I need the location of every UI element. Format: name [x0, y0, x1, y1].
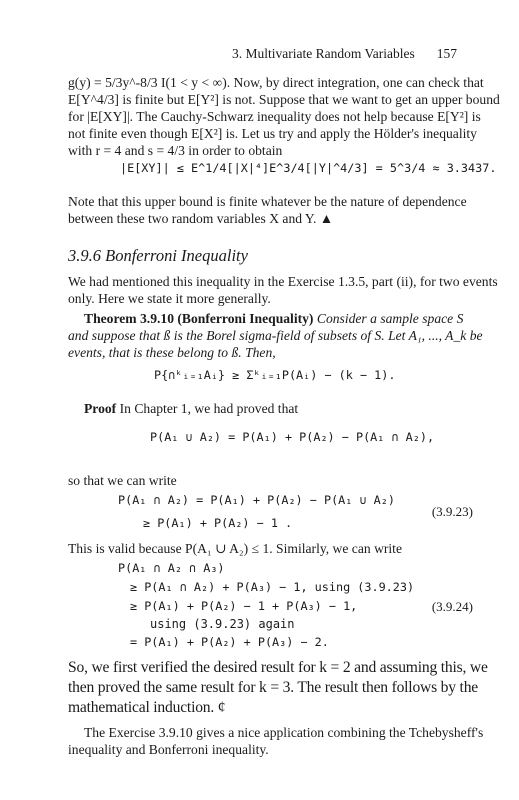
theorem-line-3: events, that is these belong to ß. Then,	[68, 345, 276, 360]
theorem-text-1: Consider a sample space S	[316, 311, 464, 326]
so-that-text: so that we can write	[68, 473, 177, 488]
final-line-1: The Exercise 3.9.10 gives a nice application combining the Tchebysheff's	[84, 725, 484, 740]
eq-number-3-9-24: (3.9.24)	[431, 599, 473, 614]
eq3-line-2: ≥ P(A₁ ∩ A₂) + P(A₃) − 1, using (3.9.23)	[130, 580, 415, 594]
para2-line-1: Note that this upper bound is finite whatever be the nature of dependence	[68, 194, 467, 209]
eq2-line-2: ≥ P(A₁) + P(A₂) − 1 .	[143, 516, 293, 530]
eq3-line-5: = P(A₁) + P(A₂) + P(A₃) − 2.	[130, 635, 329, 649]
para1-line-2: E[Y^4/3] is finite but E[Y²] is not. Suppose that we want to get an upper bound	[68, 92, 500, 107]
para1-line-1: g(y) = 5/3y^-8/3 I(1 < y < ∞). Now, by direct integration, one can check that	[68, 75, 484, 90]
proof-label: Proof	[84, 401, 117, 416]
proof-equation-1: P(A₁ ∪ A₂) = P(A₁) + P(A₂) − P(A₁ ∩ A₂),	[150, 430, 435, 444]
eq3-line-3: ≥ P(A₁) + P(A₂) − 1 + P(A₃) − 1,	[130, 599, 358, 613]
para1-line-4: not finite even though E[X²] is. Let us try and apply the Hölder's inequality	[68, 126, 477, 141]
para2-line-2: between these two random variables X and Y. ▲	[68, 211, 334, 226]
proof-text: In Chapter 1, we had proved that	[119, 401, 299, 416]
theorem-label: Theorem 3.9.10 (Bonferroni Inequality)	[84, 311, 314, 326]
final-line-2: inequality and Bonferroni inequality.	[68, 742, 269, 757]
proof-line	[84, 400, 472, 417]
eq2-line-1: P(A₁ ∩ A₂) = P(A₁) + P(A₂) − P(A₁ ∪ A₂)	[118, 493, 395, 507]
section-title: 3.9.6 Bonferroni Inequality	[68, 246, 248, 265]
theorem-line-1	[84, 310, 472, 327]
para1-line-5: with r = 4 and s = 4/3 in order to obtain	[68, 143, 283, 158]
valid-text: This is valid because P(A₁ ∪ A₂) ≤ 1. Similarly, we can write	[68, 541, 402, 556]
eq3-line-1: P(A₁ ∩ A₂ ∩ A₃)	[118, 561, 225, 575]
para3-line-1: We had mentioned this inequality in the Exercise 1.3.5, part (ii), for two events	[68, 274, 498, 289]
theorem-equation: P{∩ᵏᵢ₌₁Aᵢ} ≥ Σᵏᵢ₌₁P(Aᵢ) − (k − 1).	[154, 368, 396, 382]
conclusion-line-1: So, we first verified the desired result for k = 2 and assuming this, we	[68, 659, 488, 676]
conclusion-line-2: then proved the same result for k = 3. The result then follows by the	[68, 679, 479, 696]
holder-equation: |E[XY]| ≤ E^1/4[|X|⁴]E^3/4[|Y|^4/3] = 5^3/4 ≈ 3.3437.	[120, 161, 497, 175]
para1-line-3: for |E[XY]|. The Cauchy-Schwarz inequality does not help because E[Y²] is	[68, 109, 481, 124]
theorem-line-2: and suppose that ß is the Borel sigma-field of subsets of S. Let A₁, ..., A_k be	[68, 328, 483, 343]
eq-number-3-9-23: (3.9.23)	[431, 504, 473, 519]
running-title: 3. Multivariate Random Variables	[232, 46, 415, 61]
eq3-line-4: using (3.9.23) again	[150, 617, 295, 631]
conclusion-line-3: mathematical induction. ¢	[68, 699, 226, 716]
para3-line-2: only. Here we state it more generally.	[68, 291, 271, 306]
page-number: 157	[436, 46, 457, 61]
running-header	[232, 46, 457, 62]
